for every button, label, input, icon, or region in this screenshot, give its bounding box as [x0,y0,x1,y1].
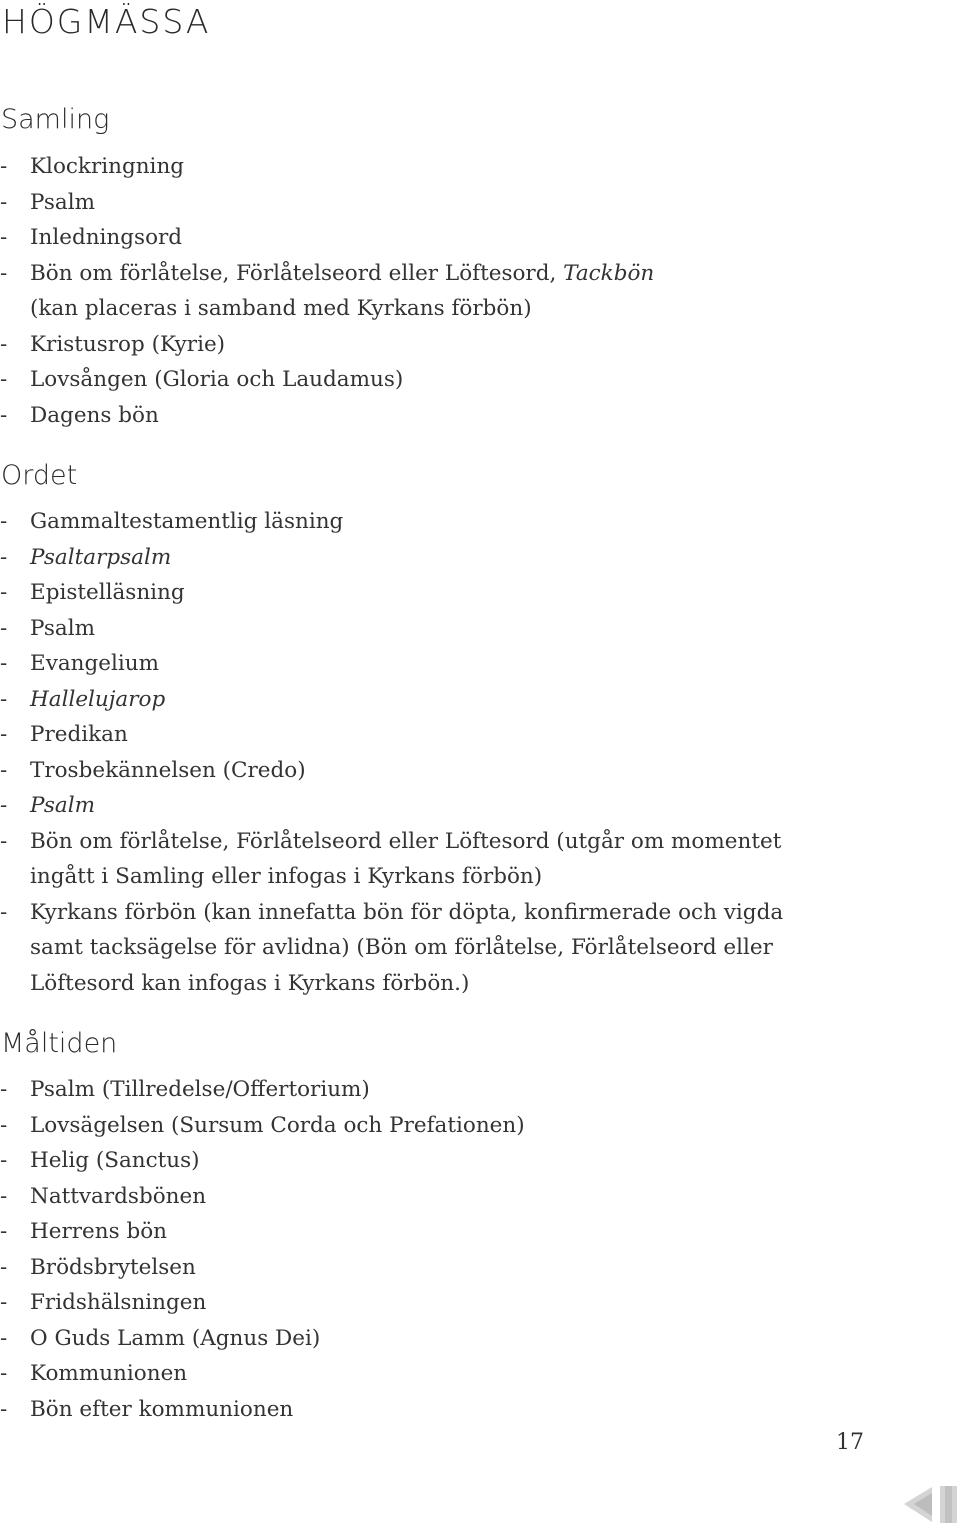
list-item: - Brödsbrytelsen [0,1250,525,1286]
list-item: - Predikan [0,717,783,753]
list-dash: - [0,1361,8,1386]
list-item: - Bön om förlåtelse, Förlåtelseord eller Löftesord, Tackbön [0,256,654,292]
list-dash: - [0,1396,8,1422]
list-item-continuation: Löftesord kan infogas i Kyrkans förbön.) [30,970,470,996]
list-dash: - [0,509,8,534]
list-dash: - [0,154,8,179]
list-item: - Psalm (Tillredelse/Offertorium) [0,1072,525,1108]
list-item: - Kyrkans förbön (kan innefatta bön för döpta, konfirmerade och vigda [0,895,783,931]
list-item: - Bön efter kommunionen [0,1392,525,1428]
list-dash: - [0,828,8,854]
list-item: - Epistelläsning [0,575,783,611]
previous-page-icon[interactable] [902,1484,960,1525]
list-item: - Bön om förlåtelse, Förlåtelseord eller Löftesord (utgår om momentet [0,824,783,860]
list-item: - Psaltarpsalm [0,540,783,576]
section-heading-maltiden: Måltiden [1,1028,118,1059]
list-dash: - [0,1148,8,1173]
list-dash: - [0,225,8,250]
list-dash: - [0,1219,8,1244]
list-item-continuation: (kan placeras i samband med Kyrkans förbön) [30,296,532,321]
list-dash: - [0,793,8,818]
section-heading-samling: Samling [1,104,110,135]
list-dash: - [0,544,8,570]
list-dash: - [0,1077,8,1102]
page-number: 17 [836,1430,864,1455]
list-item: - Klockringning [0,149,654,185]
list-item: - Helig (Sanctus) [0,1143,525,1179]
list-item: - Nattvardsbönen [0,1179,525,1215]
list-item: - Evangelium [0,646,783,682]
list-item: - O Guds Lamm (Agnus Dei) [0,1321,525,1357]
list-item: - Inledningsord [0,220,654,256]
list-item: - Hallelujarop [0,682,783,718]
list-dash: - [0,899,8,925]
list-dash: - [0,1112,8,1138]
list-item: - Kommunionen [0,1356,525,1392]
list-item: - Fridshälsningen [0,1285,525,1321]
list-dash: - [0,615,8,641]
list-dash: - [0,402,8,428]
list-item-continuation: ingått i Samling eller infogas i Kyrkans förbön) [30,864,543,889]
list-dash: - [0,580,8,605]
list-dash: - [0,367,8,392]
maltiden-list [0,1072,525,1427]
list-dash: - [0,722,8,747]
list-item: - Trosbekännelsen (Credo) [0,753,783,789]
list-dash: - [0,757,8,783]
list-dash: - [0,331,8,357]
list-item: - Lovsägelsen (Sursum Corda och Prefationen) [0,1108,525,1144]
list-item: - Gammaltestamentlig läsning [0,504,783,540]
italic-text: Tackbön [563,260,655,286]
document-title: HÖGMÄSSA [2,2,211,41]
list-dash: - [0,651,8,676]
ordet-list [0,504,783,1001]
list-dash: - [0,1325,8,1351]
list-item: - Dagens bön [0,398,654,434]
list-item: - Psalm [0,611,783,647]
list-dash: - [0,686,8,712]
list-item: - Kristusrop (Kyrie) [0,327,654,363]
section-heading-ordet: Ordet [1,460,78,491]
list-dash: - [0,1290,8,1315]
list-dash: - [0,260,8,286]
list-item-continuation: samt tacksägelse för avlidna) (Bön om förlåtelse, Förlåtelseord eller [30,935,773,960]
list-dash: - [0,1254,8,1280]
list-dash: - [0,1183,8,1209]
list-item: - Lovsången (Gloria och Laudamus) [0,362,654,398]
list-dash: - [0,189,8,215]
samling-list [0,149,654,433]
list-item: - Psalm [0,788,783,824]
list-item: - Herrens bön [0,1214,525,1250]
list-item: - Psalm [0,185,654,221]
